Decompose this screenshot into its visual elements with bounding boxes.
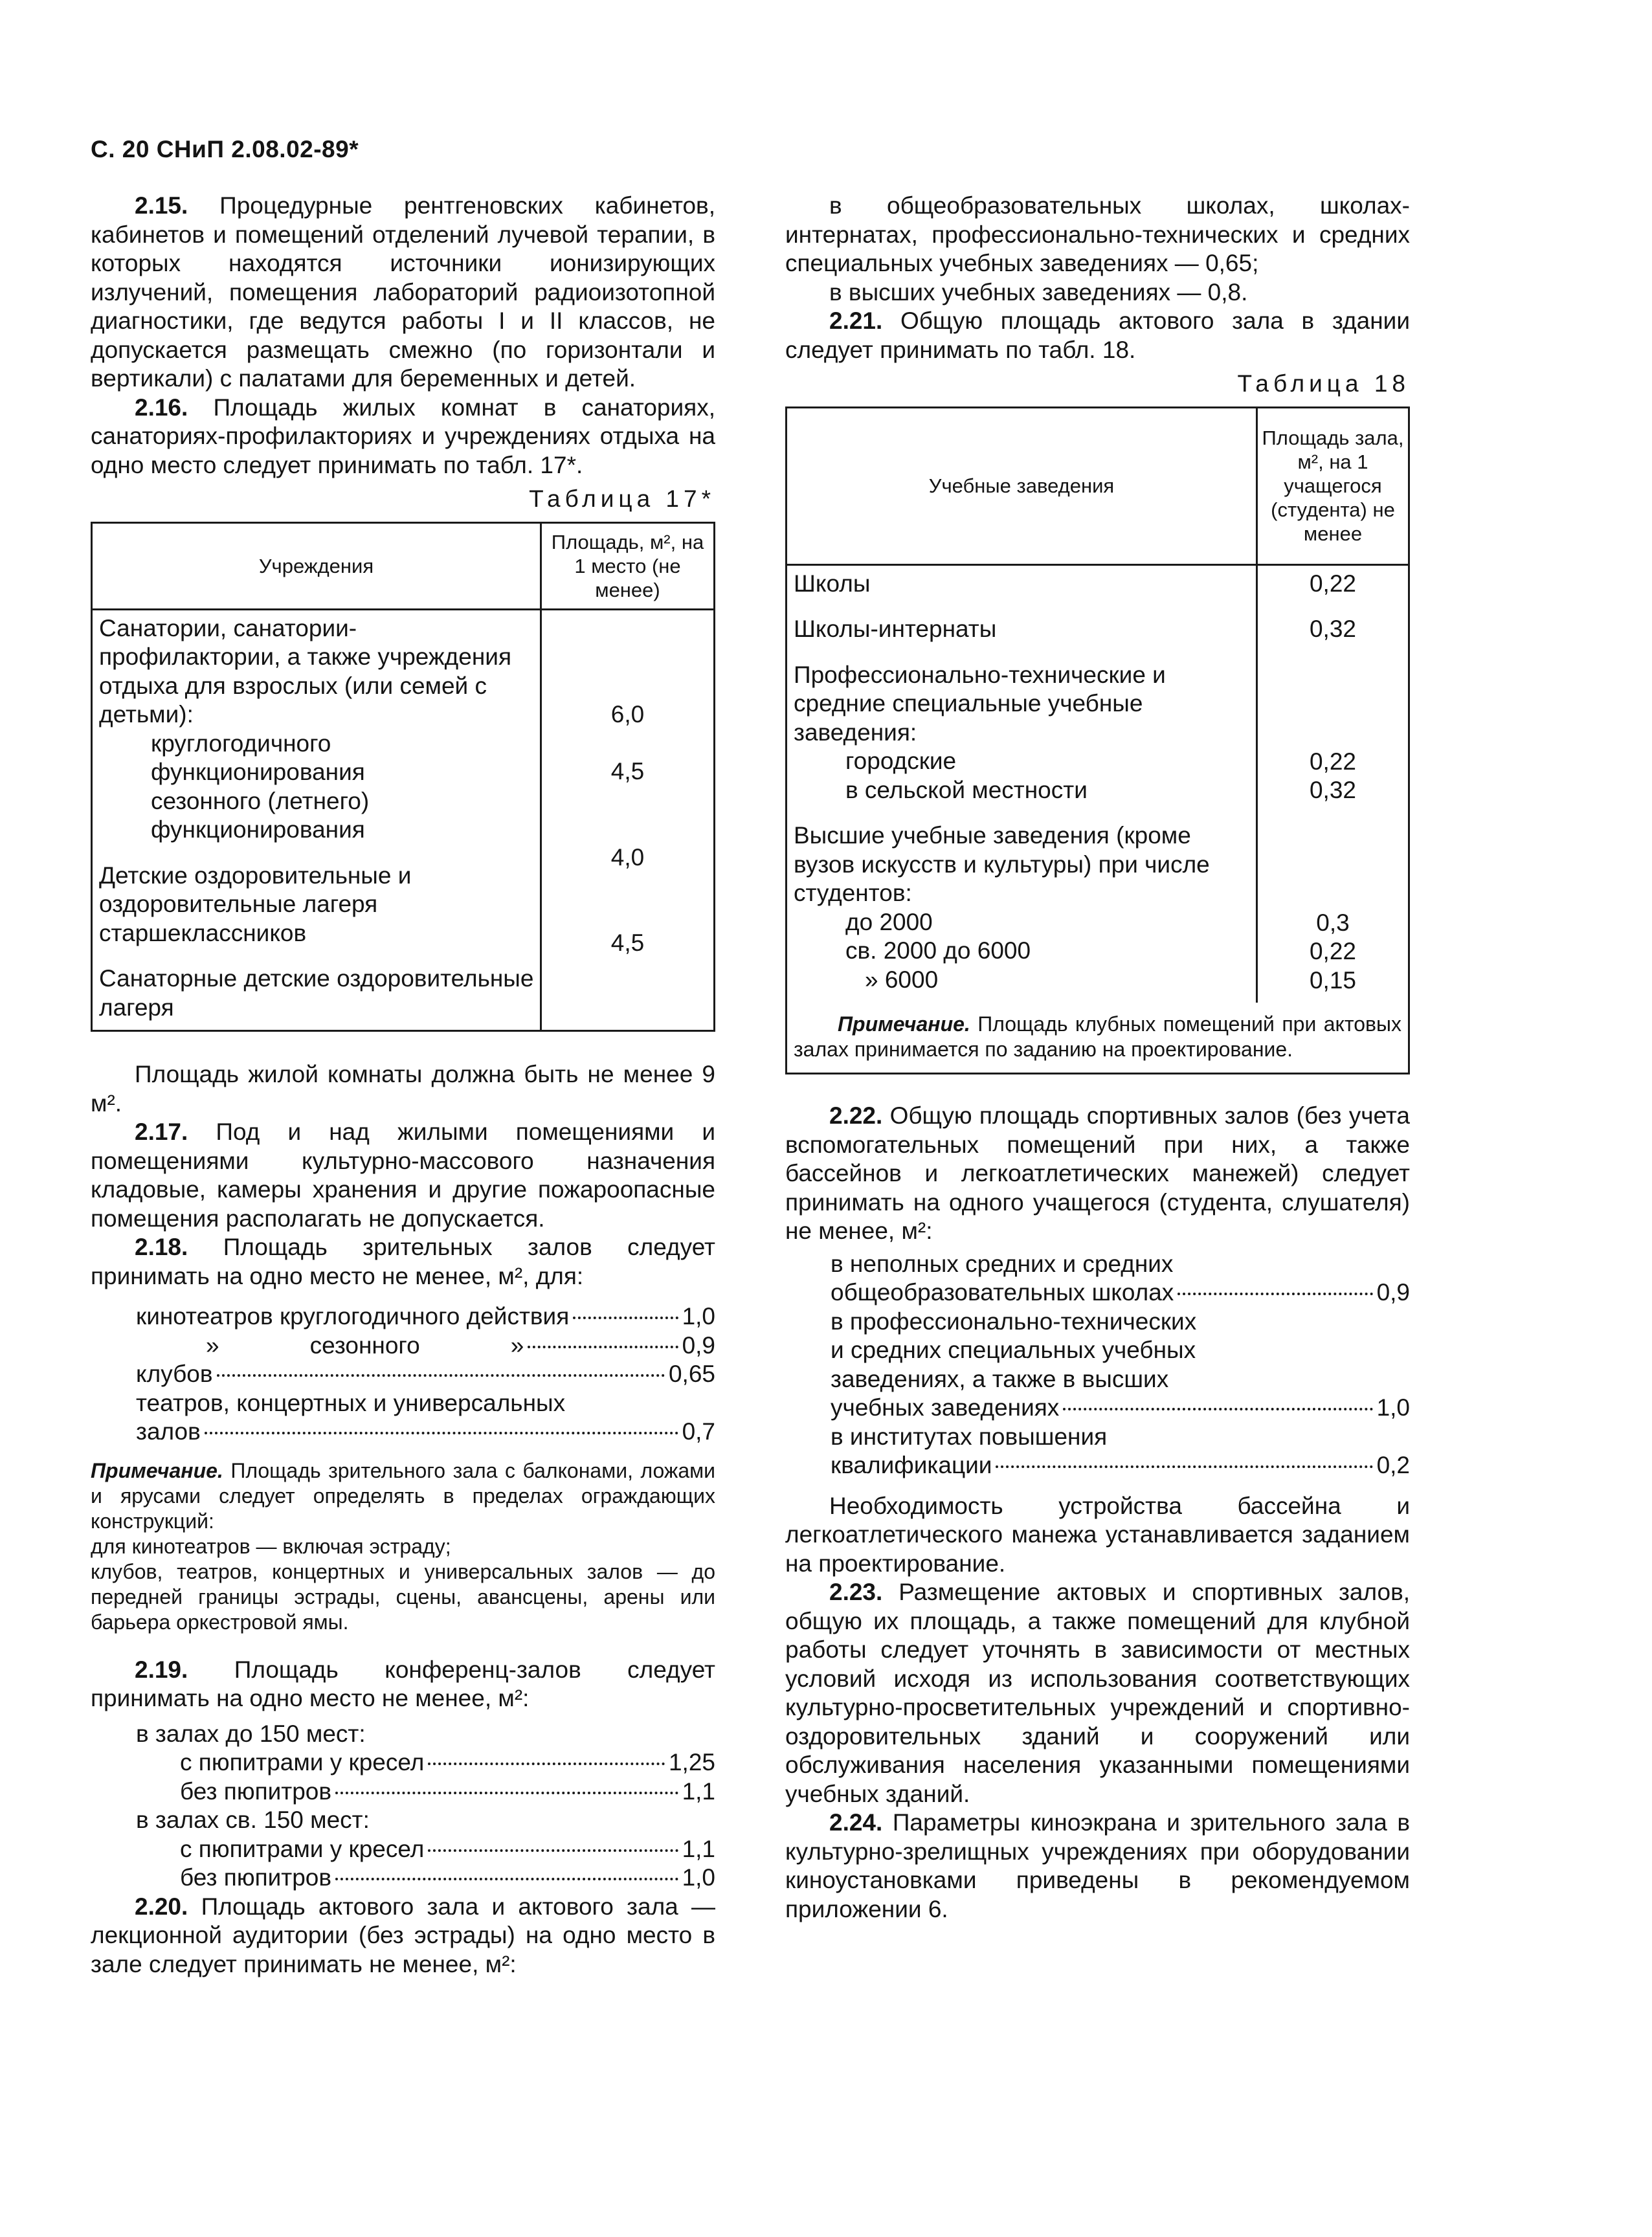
table-cell-value: 0,22	[1309, 748, 1356, 775]
list-item-text: заведениях, а также в высших	[831, 1365, 1169, 1392]
table-cell-value: 0,15	[1309, 966, 1356, 994]
paragraph-after-2-22: Необходимость устройства бассейна и легкоатлетического манежа устанавливается заданием на проектирование.	[785, 1492, 1410, 1577]
paragraph-2-21: 2.21. Общую площадь актового зала в здании следует принимать по табл. 18.	[785, 307, 1410, 363]
table-cell: в сельской местности	[845, 776, 1088, 803]
list-item-text: в профессионально-технических	[831, 1308, 1197, 1335]
paragraph-2-20-cont: в высших учебных заведениях — 0,8.	[829, 278, 1248, 306]
table-cell-value: 4,0	[610, 843, 645, 871]
list-2-22	[785, 1250, 1410, 1480]
table-row	[92, 609, 715, 1031]
list-item: с пюпитрами у кресел 1,25	[180, 1749, 715, 1775]
table-cell-value: 0,22	[1309, 938, 1356, 964]
paragraph-2-18: 2.18. Площадь зрительных залов следует принимать на одно место не менее, м², для:	[91, 1234, 715, 1289]
right-column	[785, 192, 1410, 1924]
table-note-row	[787, 1003, 1409, 1074]
table-cell-value: 0,32	[1309, 616, 1356, 642]
list-item-text: и средних специальных учебных	[831, 1337, 1196, 1363]
list-item: театров, концертных и универсальных	[136, 1389, 566, 1416]
list-heading: в залах до 150 мест:	[136, 1720, 366, 1747]
note-2-18-item: для кинотеатров — включая эстраду;	[91, 1534, 451, 1558]
table-cell-value: 6,0	[610, 700, 645, 728]
list-item-text: в неполных средних и средних	[831, 1250, 1174, 1277]
table-cell: Профессионально-технические и средние специальные учебные заведения:	[794, 661, 1166, 746]
table-cell: Школы-интернаты	[794, 616, 997, 642]
paragraph-after-table-17: Площадь жилой комнаты должна быть не менее 9 м².	[91, 1061, 715, 1117]
table-18	[785, 406, 1410, 1075]
list-item: кинотеатров круглогодичного действия 1,0	[136, 1303, 715, 1330]
table-cell: сезонного (летнего) функционирования	[151, 787, 370, 843]
list-2-18	[91, 1302, 715, 1447]
table-header-cell: Учебные заведения	[787, 407, 1257, 564]
note-2-18-item: клубов, театров, концертных и универсальных залов — до передней границы эстрады, сцены, авансцены, арены или барьера оркестровой ямы.	[91, 1559, 715, 1634]
table-cell-value: 0,32	[1309, 777, 1356, 803]
list-item: клубов 0,65	[136, 1361, 715, 1387]
paragraph-2-20: 2.20. Площадь актового зала и актового зала — лекционной аудитории (без эстрады) на одно место в зале следует принимать не менее, м²:	[91, 1893, 716, 1977]
list-2-19	[91, 1720, 715, 1893]
table-cell-value: 0,3	[1316, 909, 1350, 936]
left-column	[91, 192, 715, 1979]
list-item: залов 0,7	[136, 1418, 715, 1445]
table-cell: Санаторные детские оздоровительные лагеря	[99, 965, 534, 1021]
table-18-note: Примечание. Площадь клубных помещений при актовых залах принимается по заданию на проектирование.	[794, 1012, 1402, 1061]
table-cell: круглогодичного функционирования	[151, 729, 365, 785]
table-header-cell: Площадь зала, м², на 1 учащегося (студента) не менее	[1257, 407, 1409, 564]
table-cell: до 2000	[845, 908, 933, 935]
paragraph-2-17: 2.17. Под и над жилыми помещениями и помещениями культурно-массового назначения кладовые, камеры хранения и другие пожароопасные помещения располагать не допускается.	[91, 1118, 715, 1232]
paragraph-2-20-cont: в общеобразовательных школах, школах-интернатах, профессионально-технических и средних специальных учебных заведениях — 0,65;	[785, 192, 1410, 276]
list-heading: в залах св. 150 мест:	[136, 1807, 370, 1833]
paragraph-2-15: 2.15. Процедурные рентгеновских кабинетов, кабинетов и помещений отделений лучевой терапии, в которых находятся источники ионизирующих излучений, помещения лабораторий радиоизотопной диагностики, где ведутся работы I и II классов, не допускается размещать смежно (по горизонтали и вертикали) с палатами для беременных и детей.	[91, 192, 715, 392]
table-cell: Высшие учебные заведения (кроме вузов искусств и культуры) при числе студентов:	[794, 822, 1210, 906]
list-item: » сезонного » 0,9	[206, 1331, 715, 1359]
paragraph-2-23: 2.23. Размещение актовых и спортивных залов, общую их площадь, а также помещений для клубной работы следует уточнять в зависимости от местных условий исходя из использования соответствующих культурно-просветительных учреждений и спортивно-оздоровительных зданий и сооружений или обслуживания населения указанными помещениями учебных зданий.	[785, 1579, 1411, 1807]
list-item: учебных заведениях 1,0	[831, 1394, 1410, 1421]
page-header: С. 20 СНиП 2.08.02-89*	[91, 136, 359, 162]
list-item-text: в институтах повышения	[831, 1423, 1108, 1450]
paragraph-2-16: 2.16. Площадь жилых комнат в санаториях, санаториях-профилакториях и учреждениях отдыха на одно место следует принимать по табл. 17*.	[91, 394, 715, 478]
table-cell: Школы	[794, 570, 871, 597]
table-17	[91, 522, 715, 1032]
list-item: без пюпитров 1,0	[180, 1864, 715, 1891]
table-cell-value: 4,5	[610, 758, 645, 785]
table-cell-value: 0,22	[1309, 570, 1356, 597]
table-cell: » 6000	[865, 966, 939, 993]
list-item: без пюпитров 1,1	[180, 1777, 715, 1805]
list-item: общеобразовательных школах 0,9	[831, 1279, 1410, 1306]
table-header-row	[787, 407, 1409, 564]
table-18-title: Таблица 18	[1237, 370, 1410, 397]
table-cell: Детские оздоровительные и оздоровительные лагеря старшеклассников	[99, 862, 412, 946]
table-cell-value: 4,5	[610, 929, 645, 956]
table-header-cell: Учреждения	[92, 522, 541, 609]
list-item: квалификации 0,2	[831, 1452, 1410, 1478]
note-2-18: Примечание. Площадь зрительного зала с балконами, ложами и ярусами следует определять в пределах ограждающих конструкций:	[91, 1458, 716, 1533]
table-cell: Санатории, санатории-профилактории, а также учреждения отдыха для взрослых (или семей с детьми):	[99, 614, 511, 728]
table-row	[787, 564, 1409, 1003]
table-cell: св. 2000 до 6000	[845, 937, 1031, 964]
table-17-title: Таблица 17*	[529, 485, 715, 512]
table-header-cell: Площадь, м², на 1 место (не менее)	[541, 522, 715, 609]
table-header-row	[92, 522, 715, 609]
paragraph-2-22: 2.22. Общую площадь спортивных залов (без учета вспомогательных помещений при них, а также бассейнов и легкоатлетических манежей) следует принимать на одного учащегося (студента, слушателя) не менее, м²:	[785, 1102, 1411, 1244]
paragraph-2-24: 2.24. Параметры киноэкрана и зрительного зала в культурно-зрелищных учреждениях при оборудовании киноустановками приведены в рекомендуемом приложении 6.	[785, 1809, 1411, 1922]
table-cell: городские	[845, 748, 957, 774]
paragraph-2-19: 2.19. Площадь конференц-залов следует принимать на одно место не менее, м²:	[91, 1656, 715, 1711]
list-item: с пюпитрами у кресел 1,1	[180, 1835, 715, 1862]
